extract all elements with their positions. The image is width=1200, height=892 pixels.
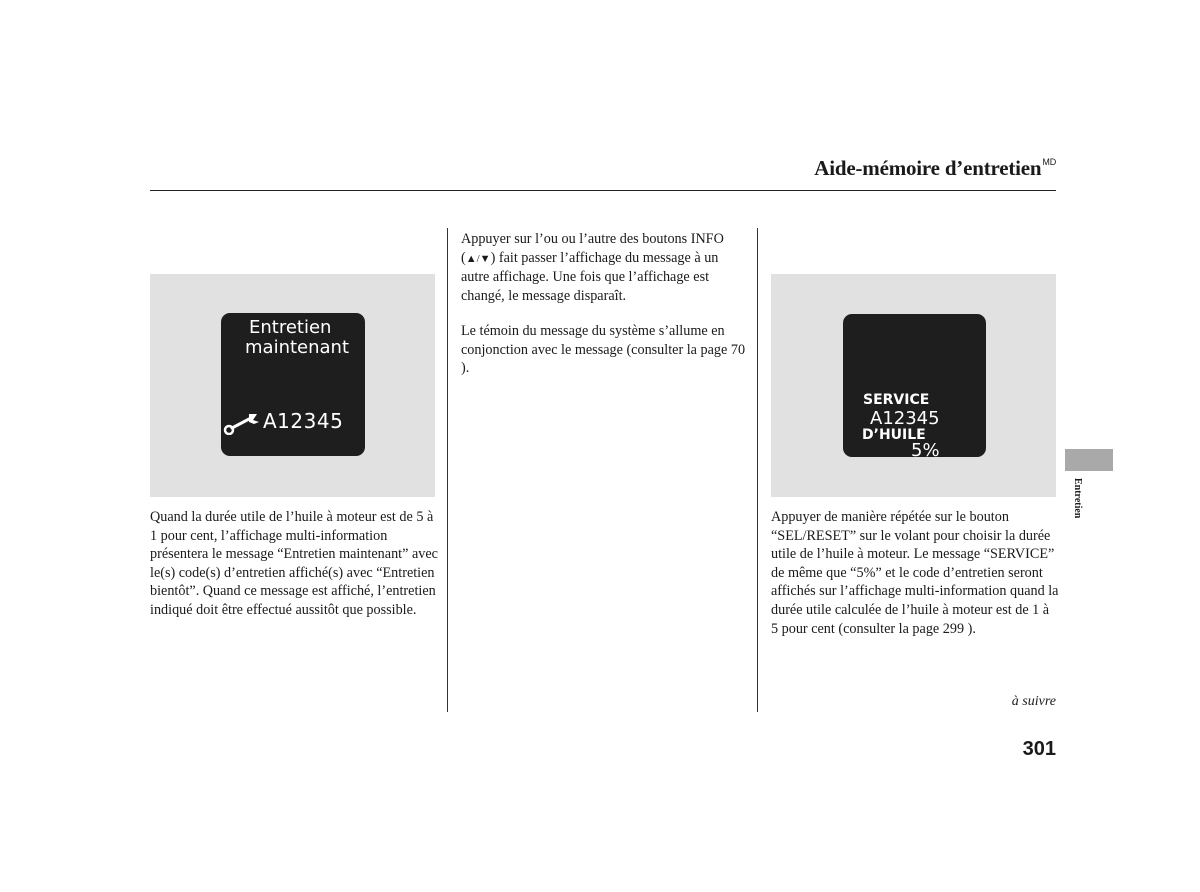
display-line-entretien: Entretien (249, 317, 332, 338)
header-rule (150, 190, 1056, 191)
right-paragraph: Appuyer de manière répétée sur le bouton “SEL/RESET” sur le volant pour choisir la durée utile de l’huile à moteur. Le message “SERVICE” de même que “5%” et le code d’entretien seront affichés sur l’affichage multi-information quand la durée utile calculée de l’huile à moteur est de 1 à 5 pour cent (consulter la page 299 ). (771, 509, 1059, 637)
left-display-figure (150, 274, 435, 497)
info-text-start: Appuyer sur l’ou ou l’autre des boutons INFO ( (461, 231, 724, 266)
display-line-maintenant: maintenant (245, 337, 350, 358)
display-line-percent: 5% (911, 440, 940, 461)
left-paragraph: Quand la durée utile de l’huile à moteur est de 5 à 1 pour cent, l’affichage multi-information présentera le message “Entretien maintenant” avec le(s) code(s) d’entretien affiché(s) avec “Entretien bientôt”. Quand ce message est affiché, l’entretien indiqué doit être effectué aussitôt que possible. (150, 509, 438, 618)
right-display-figure (771, 274, 1056, 497)
page-number: 301 (1022, 738, 1056, 760)
maintenance-code: A12345 (263, 409, 344, 433)
display-line-code: A12345 (870, 408, 940, 429)
section-tab-label: Entretien (1072, 478, 1083, 519)
info-text-end: ) fait passer l’affichage du message à un autre affichage. Une fois que l’affichage est changé, le message disparaît. (461, 249, 719, 304)
title-text: Aide-mémoire d’entretien (814, 156, 1042, 180)
title-trademark: MD (1042, 157, 1056, 167)
page-title (760, 156, 1056, 181)
up-down-arrows-icon: ▲/▼ (465, 252, 491, 265)
middle-paragraph-2: Le témoin du message du système s’allume en conjonction avec le message (consulter la page 70 ). (461, 323, 746, 377)
multi-info-display-service (843, 314, 986, 461)
column-divider-left (447, 228, 448, 712)
middle-paragraph-1 (461, 230, 746, 305)
continued-note: à suivre (1011, 694, 1056, 709)
display-line-service: SERVICE (863, 392, 930, 408)
column-divider-right (757, 228, 758, 712)
section-tab-marker (1065, 449, 1113, 471)
multi-info-display-maintenance-now (221, 313, 365, 456)
wrench-icon (223, 411, 261, 439)
display-line-huile: D’HUILE (862, 427, 926, 443)
